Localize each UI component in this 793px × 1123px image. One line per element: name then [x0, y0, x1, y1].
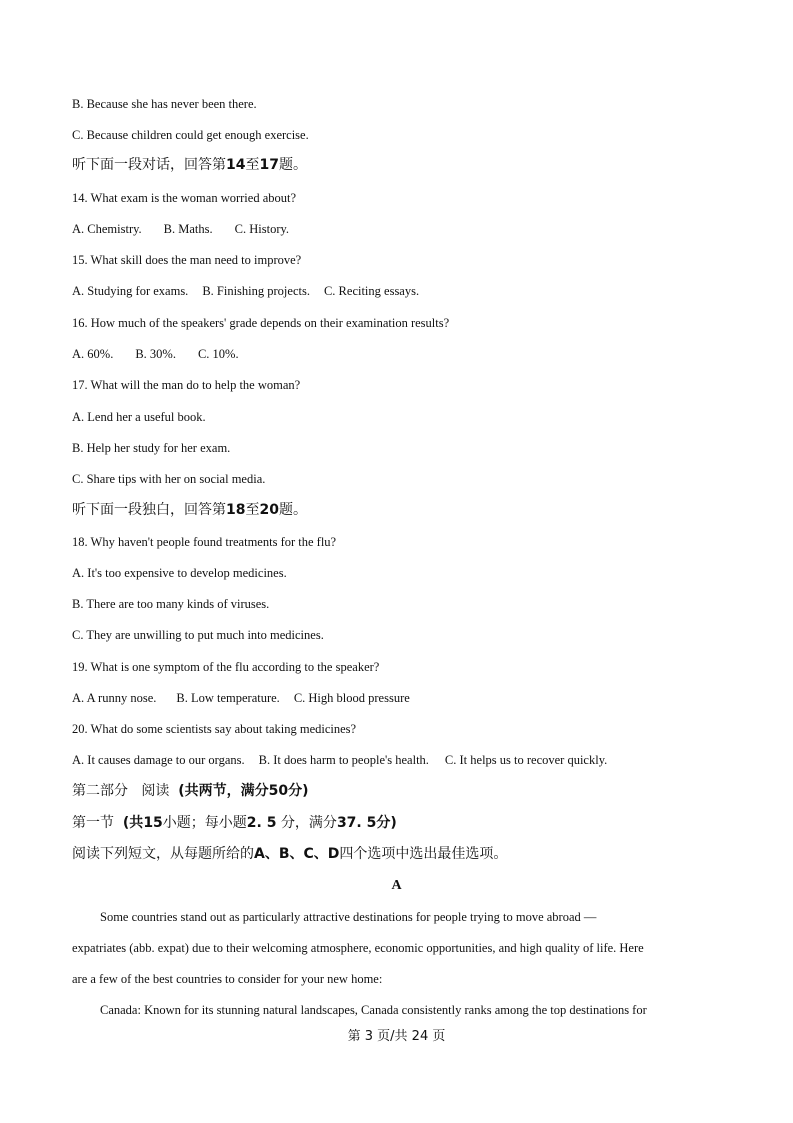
section-heading-q18-20: [72, 502, 307, 518]
option-c: C. Reciting essays.: [323, 284, 420, 298]
heading-number: 17: [259, 157, 279, 173]
option-b: B. Low temperature.: [176, 691, 280, 705]
question-15: 15. What skill does the man need to improve?: [72, 253, 302, 267]
question-15-options: [72, 283, 419, 299]
q18-option-a: A. It's too expensive to develop medicines.: [72, 566, 287, 580]
q13-option-b: B. Because she has never been there.: [72, 97, 257, 111]
question-16-options: [72, 346, 239, 362]
option-c: C. History.: [234, 222, 290, 236]
question-14: 14. What exam is the woman worried about?: [72, 191, 297, 205]
q13-option-c: C. Because children could get enough exercise.: [72, 128, 309, 142]
heading-text: 听下面一段独白，回答第: [72, 502, 226, 518]
reading-instructions: [72, 846, 507, 862]
heading-number: 18: [226, 502, 246, 518]
q17-option-a: A. Lend her a useful book.: [72, 410, 206, 424]
heading-text: 第一节: [72, 815, 114, 831]
heading-text: 第二部分: [72, 783, 128, 799]
option-b: B. It does harm to people's health.: [258, 753, 429, 767]
section-one-heading: [72, 815, 397, 831]
q18-option-b: B. There are too many kinds of viruses.: [72, 597, 270, 611]
heading-text: 题。: [278, 157, 307, 173]
passage-title: A: [391, 878, 402, 893]
heading-text: 阅读: [141, 783, 170, 799]
option-a: A. A runny nose.: [72, 691, 157, 705]
heading-number: 2. 5: [246, 815, 277, 831]
option-c: C. 10%.: [197, 347, 239, 361]
question-20: 20. What do some scientists say about taking medicines?: [72, 722, 357, 736]
instruction-options: A、B、C、D: [254, 846, 340, 862]
passage-paragraph-line: expatriates (abb. expat) due to their welcoming atmosphere, economic opportunities, and high quality of life. Here: [72, 941, 644, 955]
option-c: C. It helps us to recover quickly.: [444, 753, 608, 767]
passage-paragraph-line: are a few of the best countries to consider for your new home:: [72, 972, 383, 986]
page-number-footer: 第 3 页/共 24 页: [347, 1029, 446, 1044]
question-18: 18. Why haven't people found treatments for the flu?: [72, 535, 337, 549]
heading-text: 听下面一段对话，回答第: [72, 157, 226, 173]
question-17: 17. What will the man do to help the woman?: [72, 378, 301, 392]
q17-option-c: C. Share tips with her on social media.: [72, 472, 266, 486]
instruction-text: 阅读下列短文，从每题所给的: [72, 846, 254, 862]
option-a: A. Chemistry.: [72, 222, 142, 236]
question-20-options: [72, 752, 607, 768]
instruction-text: 四个选项中选出最佳选项。: [339, 846, 508, 862]
option-c: C. High blood pressure: [293, 691, 410, 705]
option-b: B. Finishing projects.: [202, 284, 310, 298]
heading-text: (共: [122, 815, 144, 831]
heading-text: 至: [245, 157, 260, 173]
option-a: A. 60%.: [72, 347, 114, 361]
heading-number: 20: [259, 502, 279, 518]
question-16: 16. How much of the speakers' grade depends on their examination results?: [72, 316, 450, 330]
question-14-options: [72, 221, 289, 237]
heading-number: 37. 5: [336, 815, 377, 831]
heading-number: 14: [226, 157, 246, 173]
option-b: B. 30%.: [135, 347, 176, 361]
heading-text: 至: [245, 502, 260, 518]
heading-text: 分): [376, 815, 397, 831]
option-a: A. Studying for exams.: [72, 284, 189, 298]
passage-paragraph-line: Canada: Known for its stunning natural landscapes, Canada consistently ranks among the top destinations for: [100, 1003, 647, 1017]
option-a: A. It causes damage to our organs.: [72, 753, 245, 767]
option-b: B. Maths.: [163, 222, 213, 236]
passage-paragraph-line: Some countries stand out as particularly attractive destinations for people trying to move abroad —: [100, 910, 597, 924]
heading-number: 15: [143, 815, 163, 831]
section-heading-q14-17: [72, 157, 307, 173]
part-two-heading: [72, 783, 309, 799]
q18-option-c: C. They are unwilling to put much into medicines.: [72, 628, 324, 642]
heading-text: (共两节，满分: [178, 783, 269, 799]
heading-text: 题。: [278, 502, 307, 518]
heading-text: 分，满分: [280, 815, 337, 831]
question-19-options: [72, 690, 410, 706]
heading-text: 分): [288, 783, 309, 799]
question-19: 19. What is one symptom of the flu according to the speaker?: [72, 660, 380, 674]
q17-option-b: B. Help her study for her exam.: [72, 441, 231, 455]
heading-text: 小题；每小题: [162, 815, 247, 831]
heading-number: 50: [268, 783, 289, 799]
